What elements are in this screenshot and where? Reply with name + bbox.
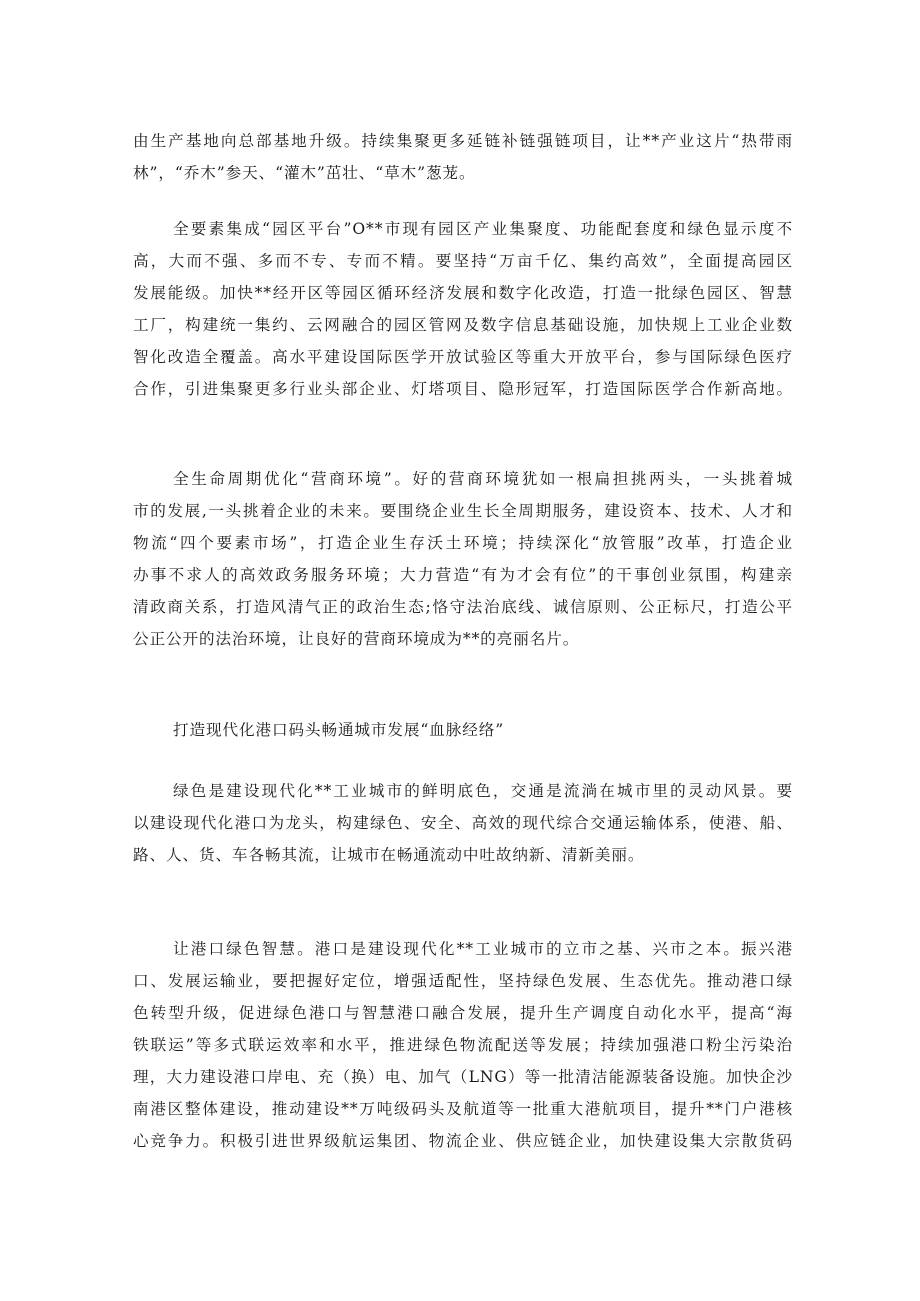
text-line: 铁联运”等多式联运效率和水平，推进绿色物流配送等发展；持续加强港口粉尘污染治 [133, 1036, 793, 1054]
text-line: 由生产基地向总部基地升级。持续集聚更多延链补链强链项目，让**产业这片“热带雨 [133, 132, 793, 150]
text-line: 路、人、货、车各畅其流，让城市在畅通流动中吐故纳新、清新美丽。 [133, 846, 645, 864]
text-line: 全生命周期优化“营商环境”。好的营商环境犹如一根扁担挑两头，一头挑着城 [173, 470, 793, 488]
section-heading [133, 714, 793, 746]
text-line: 工厂，构建统一集约、云网融合的园区管网及数字信息基础设施，加快规上工业企业数 [133, 316, 793, 334]
paragraph-2 [133, 213, 793, 405]
text-line: 南港区整体建设，推动建设**万吨级码头及航道等一批重大港航项目，提升**门户港核 [133, 1100, 793, 1118]
text-line: 打造现代化港口码头畅通城市发展“血脉经络” [173, 721, 505, 739]
text-line: 理，大力建设港口岸电、充（换）电、加气（LNG）等一批清洁能源装备设施。加快企沙 [133, 1068, 793, 1086]
text-line: 物流“四个要素市场”，打造企业生存沃土环境；持续深化“放管服”改革，打造企业 [133, 534, 793, 552]
text-line: 智化改造全覆盖。高水平建设国际医学开放试验区等重大开放平台，参与国际绿色医疗 [133, 348, 793, 366]
text-line: 市的发展,一头挑着企业的未来。要围绕企业生长全周期服务，建设资本、技术、人才和 [133, 502, 793, 520]
paragraph-6 [133, 933, 793, 1157]
text-line: 全要素集成“园区平台”O**市现有园区产业集聚度、功能配套度和绿色显示度不 [173, 220, 793, 238]
text-line: 清政商关系，打造风清气正的政治生态;恪守法治底线、诚信原则、公正标尺，打造公平 [133, 598, 793, 616]
text-line: 办事不求人的高效政务服务环境；大力营造“有为才会有位”的干事创业氛围，构建亲 [133, 566, 793, 584]
text-line: 发展能级。加快**经开区等园区循环经济发展和数字化改造，打造一批绿色园区、智慧 [133, 284, 793, 302]
paragraph-1 [133, 125, 793, 189]
text-line: 林”，“乔木”参天、“灌木”茁壮、“草木”葱茏。 [133, 164, 476, 182]
paragraph-3 [133, 463, 793, 655]
text-line: 以建设现代化港口为龙头，构建绿色、安全、高效的现代综合交通运输体系，使港、船、 [133, 814, 793, 832]
text-line: 合作，引进集聚更多行业头部企业、灯塔项目、隐形冠军，打造国际医学合作新高地。 [133, 380, 793, 398]
text-line: 心竞争力。积极引进世界级航运集团、物流企业、供应链企业，加快建设集大宗散货码 [133, 1132, 793, 1150]
text-line: 让港口绿色智慧。港口是建设现代化**工业城市的立市之基、兴市之本。振兴港 [173, 940, 793, 958]
text-line: 高，大而不强、多而不专、专而不精。要坚持“万亩千亿、集约高效”，全面提高园区 [133, 252, 793, 270]
text-line: 色转型升级，促进绿色港口与智慧港口融合发展，提升生产调度自动化水平，提高“海 [133, 1004, 793, 1022]
paragraph-5 [133, 775, 793, 871]
text-line: 口、发展运输业，要把握好定位，增强适配性，坚持绿色发展、生态优先。推动港口绿 [133, 972, 793, 990]
text-line: 绿色是建设现代化**工业城市的鲜明底色，交通是流淌在城市里的灵动风景。要 [173, 782, 793, 800]
text-line: 公正公开的法治环境，让良好的营商环境成为**的亮丽名片。 [133, 630, 580, 648]
